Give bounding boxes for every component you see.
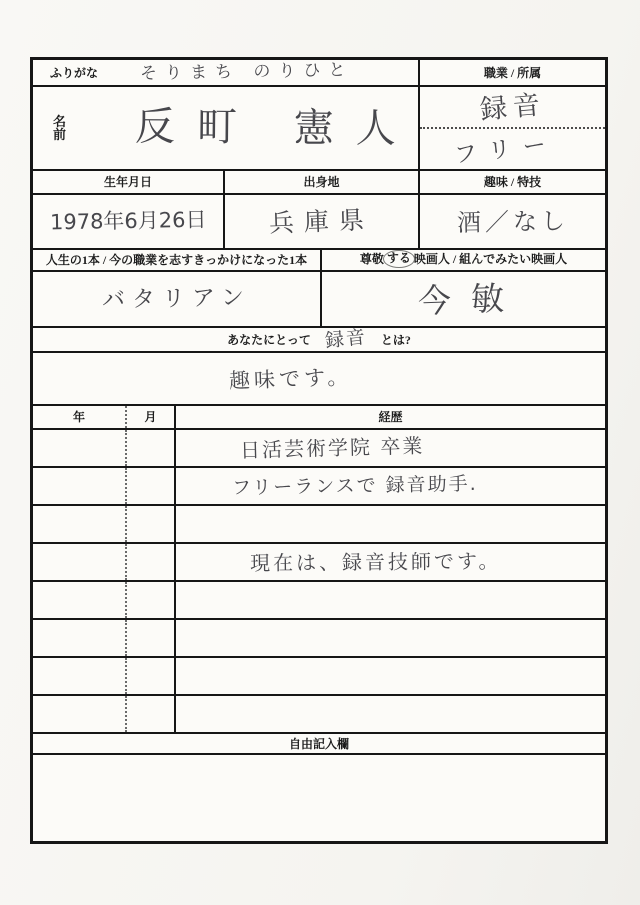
history-career-cell — [176, 696, 605, 732]
free-entry-label: 自由記入欄 — [288, 736, 349, 751]
free-entry-header-row — [33, 734, 605, 755]
history-career-value: 日活芸術学院 卒業 — [239, 433, 425, 463]
name-cell — [33, 87, 420, 169]
history-career-value: フリーランスで 録音助手. — [231, 472, 478, 499]
history-year-cell — [33, 544, 127, 580]
history-career-value: 現在は、録音技師です。 — [249, 548, 502, 576]
furigana-value: そりまち のりひと — [139, 60, 354, 84]
free-entry-label-cell — [33, 734, 605, 753]
history-career-label-cell — [176, 406, 605, 428]
history-header-row — [33, 406, 605, 430]
history-month-cell — [127, 582, 176, 618]
free-entry-area — [33, 755, 605, 841]
history-row — [33, 620, 605, 658]
foryou-fill-value: 録音 — [323, 325, 368, 353]
hobby-value: 酒／なし — [456, 206, 569, 237]
hobby-label: 趣味 / 特技 — [483, 175, 542, 189]
dob-label: 生年月日 — [103, 175, 152, 189]
history-month-cell — [127, 696, 176, 732]
history-career-cell — [176, 468, 605, 504]
history-year-label: 年 — [72, 410, 85, 424]
respect-label-post: 映画人 / 組んでみたい映画人 — [413, 252, 568, 266]
name-value: 反町 憲人 — [135, 103, 419, 153]
history-row — [33, 696, 605, 734]
life-film-value: バタリアン — [101, 284, 252, 313]
history-month-cell — [127, 468, 176, 504]
furigana-row — [33, 60, 605, 87]
occupation-label-cell — [420, 60, 605, 85]
history-month-cell — [127, 544, 176, 580]
history-career-label: 経歴 — [378, 410, 403, 424]
occupation-label: 職業 / 所属 — [483, 65, 542, 80]
history-year-cell — [33, 696, 127, 732]
dob-value: 1978年6月26日 — [49, 207, 207, 235]
dob-label-cell — [33, 171, 225, 193]
foryou-cell — [33, 325, 605, 353]
occupation-value-bottom-area — [420, 129, 605, 169]
name-row — [33, 87, 605, 171]
history-career-cell — [176, 506, 605, 542]
history-month-cell — [127, 506, 176, 542]
dob-value-row — [33, 195, 605, 250]
history-row — [33, 468, 605, 506]
history-year-cell — [33, 620, 127, 656]
respect-label-cell — [322, 250, 605, 270]
life-film-value-cell — [33, 272, 322, 326]
respect-label — [360, 251, 567, 269]
history-month-label-cell — [127, 406, 176, 428]
history-month-label: 月 — [144, 410, 157, 424]
history-career-cell — [176, 658, 605, 694]
film-value-row — [33, 272, 605, 328]
history-career-cell — [176, 430, 605, 466]
history-month-cell — [127, 658, 176, 694]
history-row — [33, 544, 605, 582]
birthplace-label: 出身地 — [303, 175, 340, 189]
life-film-label-cell — [33, 250, 322, 270]
respect-value-cell — [322, 272, 605, 326]
history-year-cell — [33, 506, 127, 542]
occupation-value-top: 録音 — [478, 88, 547, 126]
film-header-row — [33, 250, 605, 272]
history-year-cell — [33, 468, 127, 504]
history-month-cell — [127, 430, 176, 466]
dob-header-row — [33, 171, 605, 195]
history-career-cell — [176, 620, 605, 656]
history-year-label-cell — [33, 406, 127, 428]
history-month-cell — [127, 620, 176, 656]
history-year-cell — [33, 658, 127, 694]
occupation-value-cell — [420, 87, 605, 169]
respect-label-pre: 尊敬 — [359, 252, 384, 266]
dob-value-cell — [33, 195, 225, 248]
furigana-label: ふりがな — [50, 65, 99, 80]
foryou-label-pre: あなたにとって — [227, 332, 311, 347]
hobby-label-cell — [420, 171, 605, 193]
history-row — [33, 506, 605, 544]
furigana-cell — [33, 60, 420, 85]
name-label: 名 前 — [53, 114, 73, 142]
occupation-value-bottom: フリー — [453, 129, 560, 169]
foryou-answer-row — [33, 353, 605, 406]
free-entry-row — [33, 755, 605, 841]
occupation-value-top-area — [420, 87, 605, 129]
history-career-cell — [176, 582, 605, 618]
history-row — [33, 582, 605, 620]
birthplace-value: 兵庫県 — [268, 205, 375, 238]
foryou-answer-value: 趣味です。 — [228, 364, 354, 394]
life-film-label: 人生の1本 / 今の職業を志すきっかけになった1本 — [45, 253, 308, 267]
foryou-row — [33, 325, 605, 353]
history-year-cell — [33, 430, 127, 466]
history-year-cell — [33, 582, 127, 618]
profile-form-sheet — [30, 57, 608, 844]
foryou-label-post: とは? — [380, 332, 411, 347]
respect-label-circled-annotation: する — [383, 250, 415, 268]
history-career-cell — [176, 544, 605, 580]
respect-value: 今敏 — [416, 277, 525, 321]
birthplace-value-cell — [225, 195, 420, 248]
birthplace-label-cell — [225, 171, 420, 193]
foryou-answer-cell — [33, 353, 605, 404]
hobby-value-cell — [420, 195, 605, 248]
history-row — [33, 430, 605, 468]
history-row — [33, 658, 605, 696]
